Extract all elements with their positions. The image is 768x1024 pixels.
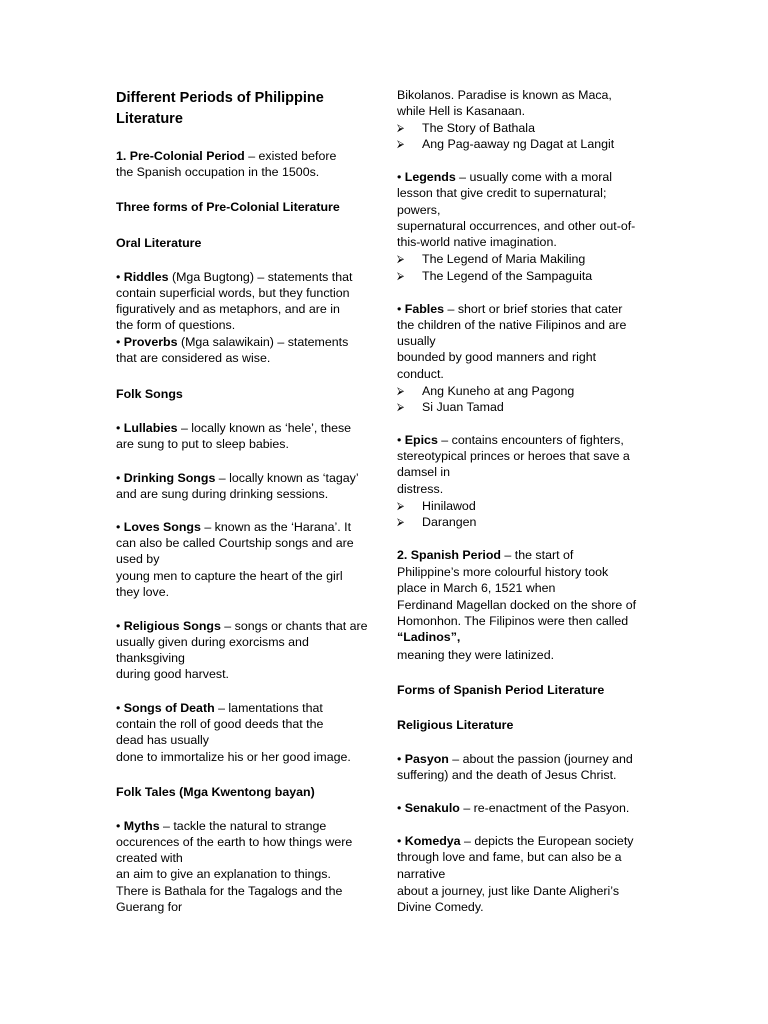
myths-item: • Myths – tackle the natural to strange bbox=[116, 819, 327, 833]
spanish-period-line6: “Ladinos”, bbox=[397, 630, 461, 644]
myths-line3: created with bbox=[116, 851, 183, 865]
love-songs-item: • Loves Songs – known as the ‘Harana’. It bbox=[116, 520, 352, 534]
fables-line4: bounded by good manners and right bbox=[397, 350, 597, 364]
myths-line2: occurences of the earth to how things were bbox=[116, 835, 353, 849]
epic-example-item: ⮚ Hinilawod bbox=[397, 499, 476, 513]
komedya-line2: through love and fame, but can also be a bbox=[397, 850, 622, 864]
spanish-period-line3: place in March 6, 1521 when bbox=[397, 581, 556, 595]
komedya-line4: about a journey, just like Dante Aligheri’s bbox=[397, 884, 620, 898]
songs-of-death-line2: contain the roll of good deeds that the bbox=[116, 717, 324, 731]
myths-line4: an aim to give an explanation to things. bbox=[116, 867, 331, 881]
folk-songs-heading: Folk Songs bbox=[116, 387, 183, 401]
oral-literature-heading: Oral Literature bbox=[116, 236, 202, 250]
legends-line5: this-world native imagination. bbox=[397, 235, 557, 249]
legends-line3: powers, bbox=[397, 203, 441, 217]
legend-example-item: ⮚ The Legend of Maria Makiling bbox=[397, 252, 586, 266]
religious-literature-heading: Religious Literature bbox=[397, 718, 514, 732]
pre-colonial-label: 1. Pre-Colonial Period bbox=[116, 149, 245, 163]
pre-colonial-line2: the Spanish occupation in the 1500s. bbox=[116, 165, 320, 179]
epics-item: • Epics – contains encounters of fighters, bbox=[397, 433, 624, 447]
riddles-item: • Riddles (Mga Bugtong) – statements that bbox=[116, 270, 353, 284]
arrow-bullet-icon: ⮚ bbox=[397, 139, 405, 150]
spanish-period-line4: Ferdinand Magellan docked on the shore of bbox=[397, 598, 637, 612]
legends-item: • Legends – usually come with a moral bbox=[397, 170, 613, 184]
fable-example-item: ⮚ Si Juan Tamad bbox=[397, 400, 504, 414]
religious-songs-line2: usually given during exorcisms and bbox=[116, 635, 309, 649]
religious-songs-item: • Religious Songs – songs or chants that are bbox=[116, 619, 368, 633]
epics-line4: distress. bbox=[397, 482, 444, 496]
spanish-period-intro: 2. Spanish Period – the start of bbox=[397, 548, 574, 562]
religious-songs-line4: during good harvest. bbox=[116, 667, 229, 681]
songs-of-death-line3: dead has usually bbox=[116, 733, 209, 747]
songs-of-death-item: • Songs of Death – lamentations that bbox=[116, 701, 323, 715]
epics-line2: stereotypical princes or heroes that save a bbox=[397, 449, 630, 463]
love-songs-line4: young men to capture the heart of the girl bbox=[116, 569, 343, 583]
arrow-bullet-icon: ⮚ bbox=[397, 254, 405, 265]
arrow-bullet-icon: ⮚ bbox=[397, 402, 405, 413]
fables-line3: usually bbox=[397, 334, 436, 348]
lullabies-item: • Lullabies – locally known as ‘hele’, these bbox=[116, 421, 352, 435]
myths-line5: There is Bathala for the Tagalogs and the bbox=[116, 884, 343, 898]
legend-example-item: ⮚ The Legend of the Sampaguita bbox=[397, 269, 593, 283]
legends-line2: lesson that give credit to supernatural; bbox=[397, 186, 607, 200]
spanish-period-line5: Homonhon. The Filipinos were then called bbox=[397, 614, 629, 628]
arrow-bullet-icon: ⮚ bbox=[397, 386, 405, 397]
komedya-line5: Divine Comedy. bbox=[397, 900, 484, 914]
three-forms-heading: Three forms of Pre-Colonial Literature bbox=[116, 200, 340, 214]
fables-item: • Fables – short or brief stories that cater bbox=[397, 302, 623, 316]
legends-line4: supernatural occurrences, and other out-of- bbox=[397, 219, 636, 233]
arrow-bullet-icon: ⮚ bbox=[397, 271, 405, 282]
epic-example-item: ⮚ Darangen bbox=[397, 515, 477, 529]
forms-spanish-heading: Forms of Spanish Period Literature bbox=[397, 683, 605, 697]
drinking-songs-item: • Drinking Songs – locally known as ‘tagay’ bbox=[116, 471, 359, 485]
myth-example-item: ⮚ Ang Pag-aaway ng Dagat at Langit bbox=[397, 137, 615, 151]
komedya-item: • Komedya – depicts the European society bbox=[397, 834, 634, 848]
myths-line6: Guerang for bbox=[116, 900, 183, 914]
fables-line5: conduct. bbox=[397, 367, 444, 381]
myths-continued-line1: Bikolanos. Paradise is known as Maca, bbox=[397, 88, 612, 102]
document-title-line2: Literature bbox=[116, 111, 183, 127]
epics-line3: damsel in bbox=[397, 465, 451, 479]
riddles-line4: the form of questions. bbox=[116, 318, 236, 332]
religious-songs-line3: thanksgiving bbox=[116, 651, 185, 665]
senakulo-item: • Senakulo – re-enactment of the Pasyon. bbox=[397, 801, 630, 815]
komedya-line3: narrative bbox=[397, 867, 446, 881]
proverbs-line2: that are considered as wise. bbox=[116, 351, 271, 365]
riddles-line3: figuratively and as metaphors, and are in bbox=[116, 302, 340, 316]
fables-line2: the children of the native Filipinos and are bbox=[397, 318, 627, 332]
lullabies-line2: are sung to put to sleep babies. bbox=[116, 437, 289, 451]
love-songs-line5: they love. bbox=[116, 585, 170, 599]
arrow-bullet-icon: ⮚ bbox=[397, 501, 405, 512]
songs-of-death-line4: done to immortalize his or her good image. bbox=[116, 750, 351, 764]
arrow-bullet-icon: ⮚ bbox=[397, 123, 405, 134]
myths-continued-line2: while Hell is Kasanaan. bbox=[397, 104, 526, 118]
pasyon-line2: suffering) and the death of Jesus Christ. bbox=[397, 768, 617, 782]
proverbs-item: • Proverbs (Mga salawikain) – statements bbox=[116, 335, 349, 349]
spanish-period-line7: meaning they were latinized. bbox=[397, 648, 555, 662]
spanish-period-label: 2. Spanish Period bbox=[397, 548, 501, 562]
pasyon-item: • Pasyon – about the passion (journey and bbox=[397, 752, 633, 766]
document-title: Different Periods of Philippine bbox=[116, 90, 324, 106]
pre-colonial-intro: 1. Pre-Colonial Period – existed before bbox=[116, 149, 337, 163]
riddles-line2: contain superficial words, but they function bbox=[116, 286, 350, 300]
myth-example-item: ⮚ The Story of Bathala bbox=[397, 121, 535, 135]
love-songs-line3: used by bbox=[116, 552, 160, 566]
love-songs-line2: can also be called Courtship songs and are bbox=[116, 536, 354, 550]
fable-example-item: ⮚ Ang Kuneho at ang Pagong bbox=[397, 384, 575, 398]
folk-tales-heading: Folk Tales (Mga Kwentong bayan) bbox=[116, 785, 315, 799]
drinking-songs-line2: and are sung during drinking sessions. bbox=[116, 487, 329, 501]
spanish-period-line2: Philippine’s more colourful history took bbox=[397, 565, 609, 579]
arrow-bullet-icon: ⮚ bbox=[397, 517, 405, 528]
